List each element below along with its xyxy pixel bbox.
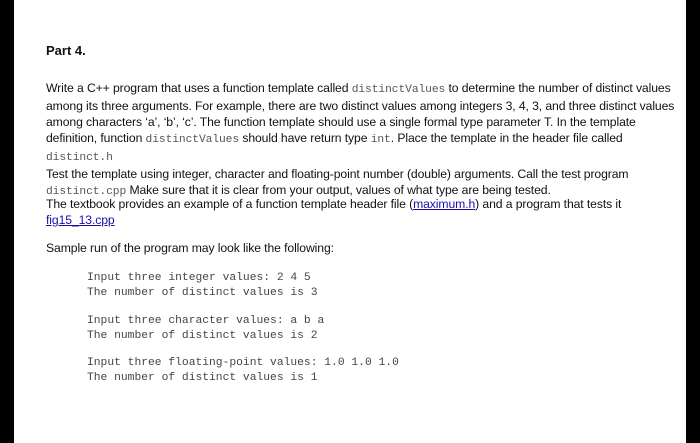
sample-line: Input three floating-point values: 1.0 1.0 1.0	[87, 357, 399, 369]
intro-text-1: Write a C++ program that uses a function template called	[46, 81, 352, 95]
sample-line: The number of distinct values is 1	[87, 372, 318, 384]
code-int: int	[370, 134, 391, 146]
intro-text-4: . Place the template in the header file called	[390, 131, 623, 145]
sample-line: The number of distinct values is 2	[87, 330, 318, 342]
sample-run-floating	[87, 356, 399, 386]
sample-line: Input three character values: a b a	[87, 315, 325, 327]
intro-text-6: Make sure that it is clear from your output, values of what type are being tested.	[126, 183, 551, 197]
sample-intro: Sample run of the program may look like the following:	[46, 241, 334, 255]
document-page	[14, 0, 686, 443]
sample-line: Input three integer values: 2 4 5	[87, 272, 311, 284]
fig15-13-link[interactable]: fig15_13.cpp	[46, 213, 115, 227]
textbook-paragraph	[46, 196, 678, 228]
part-heading: Part 4.	[46, 43, 86, 58]
intro-text-5: Test the template using integer, character and floating-point number (double) arguments. Call the test program	[46, 167, 629, 181]
intro-paragraph	[46, 80, 678, 200]
intro-text-2: to determine the number of distinct values among its three arguments. For example, there are two distinct values among integers 3, 4, 3, and three distinct values among characters ‘a’, ‘b’, ‘c’. The function template should use a single formal type parameter T. In the template definition, function	[46, 81, 675, 145]
sample-line: The number of distinct values is 3	[87, 287, 318, 299]
sample-run-integer	[87, 271, 318, 301]
code-distinct-values: distinctValues	[351, 84, 446, 96]
textbook-text-2: ) and a program that tests it	[475, 197, 622, 211]
maximum-h-link[interactable]: maximum.h	[413, 197, 476, 211]
code-distinct-h: distinct.h	[46, 152, 113, 164]
textbook-text-1: The textbook provides an example of a function template header file (	[46, 197, 414, 211]
intro-text-3: should have return type	[239, 131, 371, 145]
code-distinct-cpp: distinct.cpp	[46, 186, 127, 198]
code-distinct-values-2: distinctValues	[145, 134, 240, 146]
sample-run-character	[87, 314, 324, 344]
